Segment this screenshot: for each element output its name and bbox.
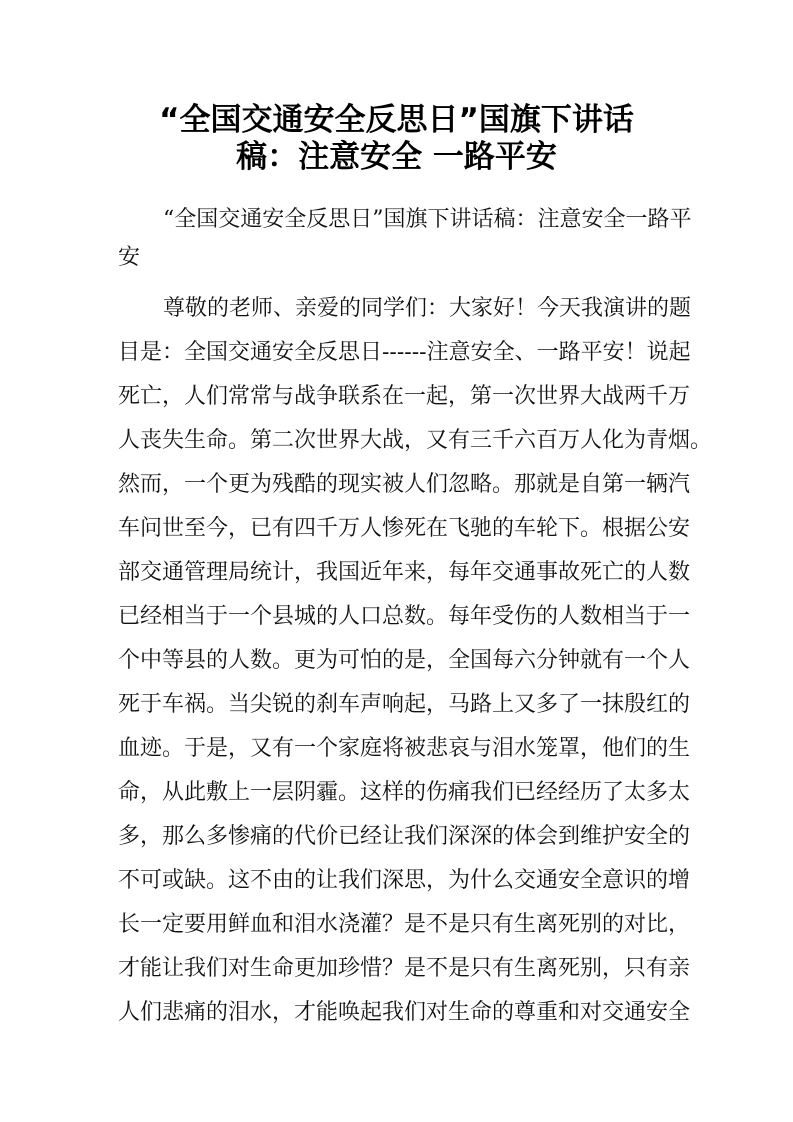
body-line: 目是：全国交通安全反思日------注意安全、一路平安！说起 [118, 340, 691, 365]
body-line: 才能让我们对生命更加珍惜？是不是只有生离死别，只有亲 [118, 956, 691, 981]
body-line: 死于车祸。当尖锐的刹车声响起，马路上又多了一抹殷红的 [118, 692, 691, 717]
subtitle-line: 安 [118, 245, 141, 270]
subtitle-line: “全国交通安全反思日”国旗下讲话稿：注意安全一路平 [163, 207, 692, 232]
body-line: 命，从此敷上一层阴霾。这样的伤痛我们已经经历了太多太 [118, 780, 691, 805]
body-line: 死亡，人们常常与战争联系在一起，第一次世界大战两千万 [118, 384, 691, 409]
document-title-line-1: “全国交通安全反思日”国旗下讲话 [159, 102, 634, 138]
body-line: 多，那么多惨痛的代价已经让我们深深的体会到维护安全的 [118, 824, 691, 849]
body-line: 已经相当于一个县城的人口总数。每年受伤的人数相当于一 [118, 604, 691, 629]
body-line: 尊敬的老师、亲爱的同学们：大家好！今天我演讲的题 [163, 296, 692, 321]
document-title-line-2: 稿：注意安全 一路平安 [236, 139, 557, 175]
body-line: 人们悲痛的泪水，才能唤起我们对生命的尊重和对交通安全 [118, 1000, 691, 1025]
body-line: 然而，一个更为残酷的现实被人们忽略。那就是自第一辆汽 [118, 472, 691, 497]
body-line: 长一定要用鲜血和泪水浇灌？是不是只有生离死别的对比， [118, 912, 691, 937]
body-line: 血迹。于是，又有一个家庭将被悲哀与泪水笼罩，他们的生 [118, 736, 691, 761]
body-line: 车问世至今，已有四千万人惨死在飞驰的车轮下。根据公安 [118, 516, 691, 541]
body-line: 个中等县的人数。更为可怕的是，全国每六分钟就有一个人 [118, 648, 691, 673]
body-line: 不可或缺。这不由的让我们深思，为什么交通安全意识的增 [118, 868, 691, 893]
body-line: 人丧失生命。第二次世界大战，又有三千六百万人化为青烟。 [118, 428, 713, 453]
body-line: 部交通管理局统计，我国近年来，每年交通事故死亡的人数 [118, 560, 691, 585]
